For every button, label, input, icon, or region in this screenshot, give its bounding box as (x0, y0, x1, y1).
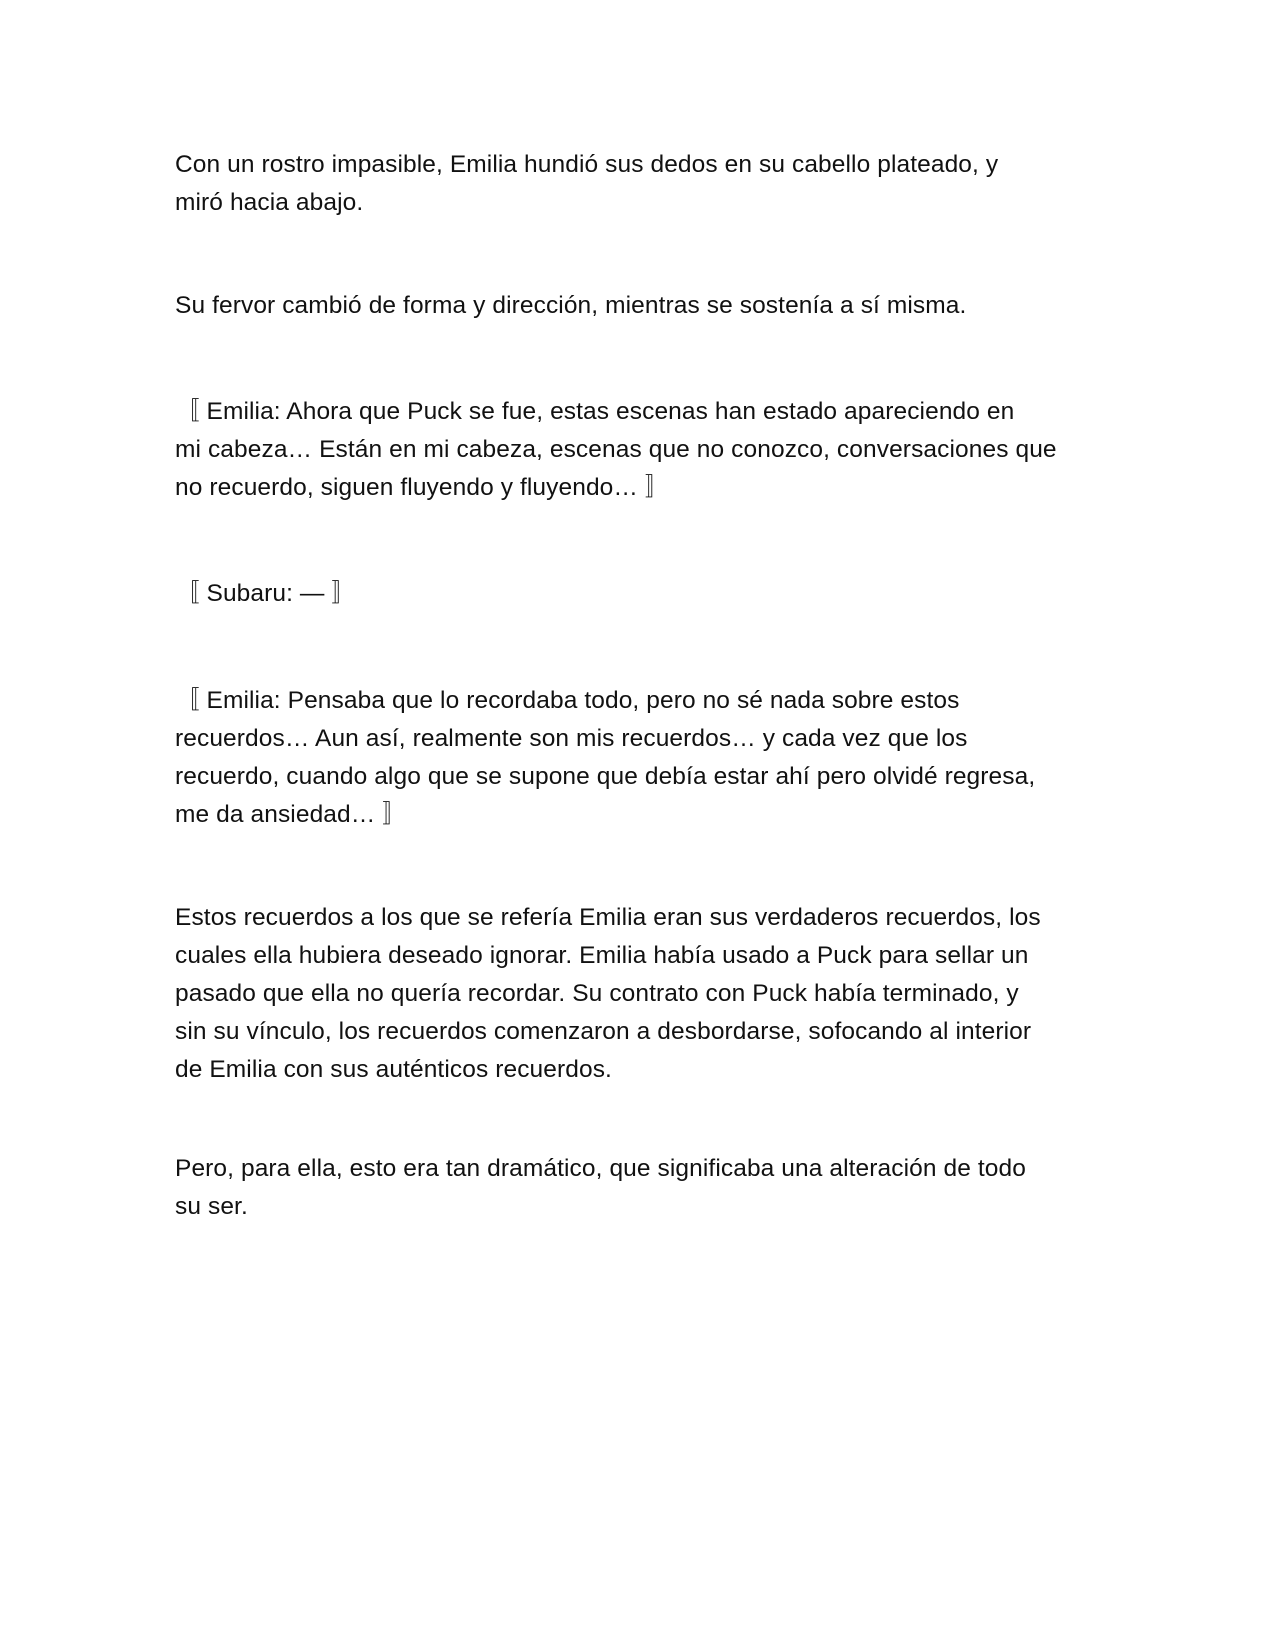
paragraph-3-emilia-dialogue (175, 393, 1100, 507)
text-line: de Emilia con sus auténticos recuerdos. (175, 1056, 612, 1083)
paragraph-7 (175, 1150, 1100, 1226)
paragraph-6 (175, 899, 1100, 1089)
text-line: pasado que ella no quería recordar. Su contrato con Puck había terminado, y (175, 980, 1019, 1007)
text-line: 〚 Subaru: — 〛 (175, 580, 357, 607)
paragraph-5-emilia-dialogue (175, 682, 1100, 834)
text-line: Con un rostro impasible, Emilia hundió sus dedos en su cabello plateado, y (175, 151, 999, 178)
text-line: cuales ella hubiera deseado ignorar. Emilia había usado a Puck para sellar un (175, 942, 1029, 969)
text-line: su ser. (175, 1193, 248, 1220)
text-line: Pero, para ella, esto era tan dramático, que significaba una alteración de todo (175, 1155, 1026, 1182)
text-line: mi cabeza… Están en mi cabeza, escenas que no conozco, conversaciones que (175, 436, 1057, 463)
text-line: 〚 Emilia: Ahora que Puck se fue, estas escenas han estado apareciendo en (175, 398, 1015, 425)
paragraph-2 (175, 287, 1100, 325)
paragraph-4-subaru-dialogue (175, 575, 1100, 613)
text-line: 〚 Emilia: Pensaba que lo recordaba todo, pero no sé nada sobre estos (175, 687, 960, 714)
text-line: miró hacia abajo. (175, 189, 364, 216)
text-line: recuerdo, cuando algo que se supone que debía estar ahí pero olvidé regresa, (175, 763, 1036, 790)
text-line: recuerdos… Aun así, realmente son mis recuerdos… y cada vez que los (175, 725, 968, 752)
paragraph-1 (175, 146, 1100, 222)
text-line: me da ansiedad… 〛 (175, 801, 407, 828)
text-line: no recuerdo, siguen fluyendo y fluyendo… 〛 (175, 474, 670, 501)
text-line: Estos recuerdos a los que se refería Emilia eran sus verdaderos recuerdos, los (175, 904, 1041, 931)
text-line: Su fervor cambió de forma y dirección, mientras se sostenía a sí misma. (175, 292, 967, 319)
text-line: sin su vínculo, los recuerdos comenzaron a desbordarse, sofocando al interior (175, 1018, 1032, 1045)
